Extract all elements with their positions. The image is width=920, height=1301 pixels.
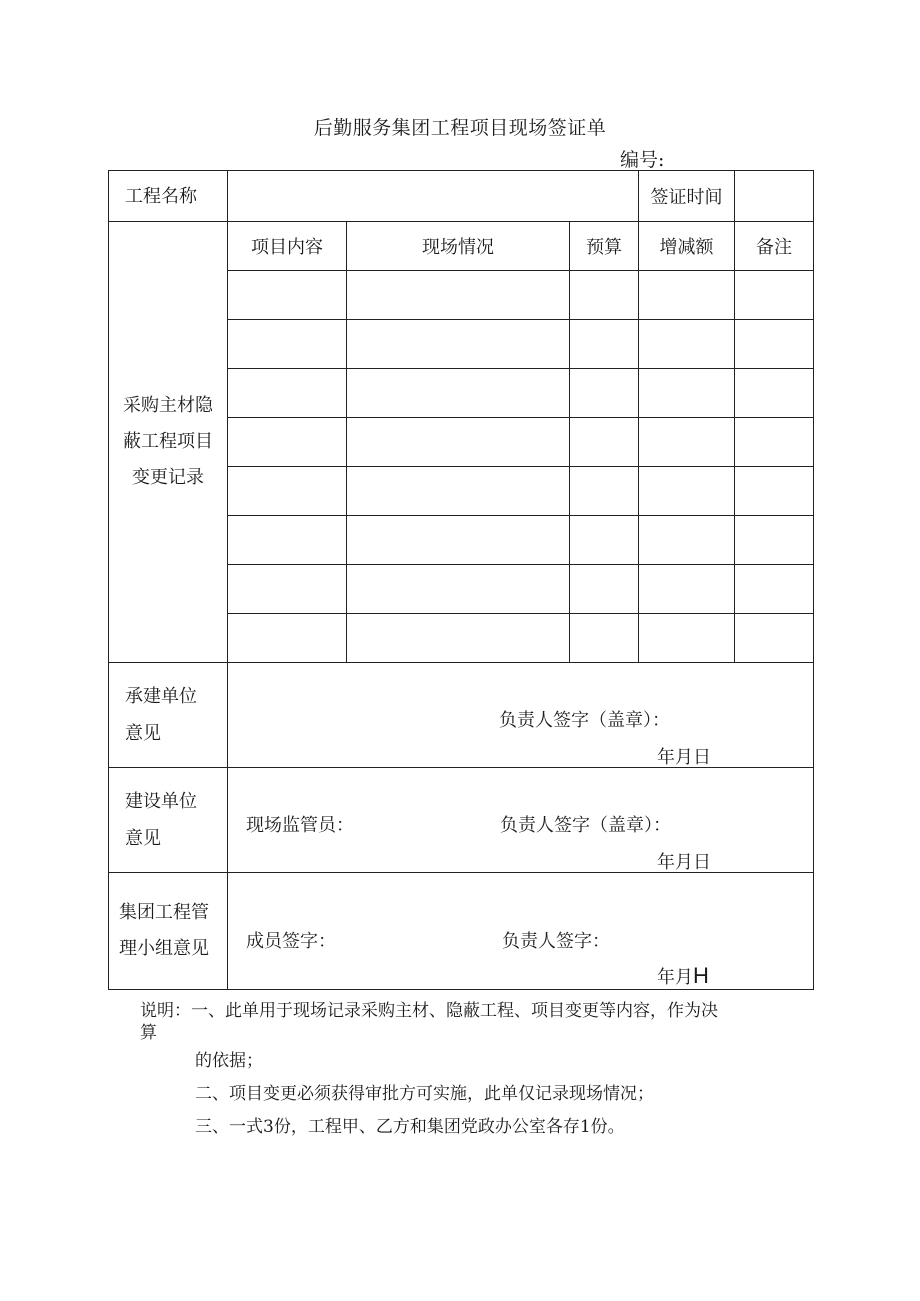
record-cell-item[interactable] <box>228 320 347 369</box>
record-cell-remark[interactable] <box>735 614 814 663</box>
record-cell-item[interactable] <box>228 369 347 418</box>
client-opinion-row <box>109 768 814 873</box>
record-cell-site[interactable] <box>347 614 570 663</box>
contractor-date-label: 年月日 <box>657 747 711 768</box>
record-cell-change[interactable] <box>639 418 735 467</box>
record-columns-row <box>109 222 814 271</box>
note-line-3: 二、项目变更必须获得审批方可实施，此单仅记录现场情况； <box>195 1084 654 1104</box>
supervisor-label: 现场监管员： <box>246 815 354 836</box>
client-signature-label: 负责人签字（盖章）： <box>500 815 671 836</box>
client-label-line2: 意见 <box>125 828 161 849</box>
contractor-opinion-field[interactable] <box>228 663 814 768</box>
record-cell-remark[interactable] <box>735 467 814 516</box>
record-cell-budget[interactable] <box>570 369 639 418</box>
serial-number-label: 编号: <box>620 149 665 171</box>
column-header-site: 现场情况 <box>347 222 570 271</box>
project-name-field[interactable] <box>228 171 639 222</box>
record-cell-item[interactable] <box>228 614 347 663</box>
record-cell-item[interactable] <box>228 565 347 614</box>
column-header-budget: 预算 <box>570 222 639 271</box>
record-cell-site[interactable] <box>347 369 570 418</box>
contractor-signature-label: 负责人签字（盖章）： <box>499 710 670 731</box>
project-header-row <box>109 171 814 222</box>
record-cell-site[interactable] <box>347 271 570 320</box>
record-cell-site[interactable] <box>347 565 570 614</box>
client-opinion-field[interactable] <box>228 768 814 873</box>
record-cell-change[interactable] <box>639 369 735 418</box>
record-cell-site[interactable] <box>347 320 570 369</box>
record-cell-budget[interactable] <box>570 614 639 663</box>
project-name-label: 工程名称 <box>109 171 228 222</box>
client-date-label: 年月日 <box>657 852 711 873</box>
contractor-opinion-row <box>109 663 814 768</box>
group-label-line1: 集团工程管 <box>119 902 209 923</box>
group-opinion-row <box>109 873 814 990</box>
record-cell-budget[interactable] <box>570 565 639 614</box>
record-cell-budget[interactable] <box>570 320 639 369</box>
record-cell-budget[interactable] <box>570 271 639 320</box>
note-line-2: 的依据； <box>195 1051 263 1071</box>
record-section-label: 采购主材隐蔽工程项目变更记录 <box>109 222 228 663</box>
sign-time-field[interactable] <box>735 171 814 222</box>
record-cell-remark[interactable] <box>735 418 814 467</box>
group-date-suffix: H <box>693 963 709 988</box>
record-cell-item[interactable] <box>228 516 347 565</box>
note-line-1: 说明：一、此单用于现场记录采购主材、隐蔽工程、项目变更等内容，作为决 <box>140 1001 718 1021</box>
record-cell-budget[interactable] <box>570 516 639 565</box>
record-cell-budget[interactable] <box>570 467 639 516</box>
client-opinion-label <box>109 768 228 873</box>
column-header-change: 增减额 <box>639 222 735 271</box>
record-cell-site[interactable] <box>347 418 570 467</box>
record-cell-remark[interactable] <box>735 320 814 369</box>
column-header-remark: 备注 <box>735 222 814 271</box>
record-cell-change[interactable] <box>639 614 735 663</box>
record-cell-site[interactable] <box>347 516 570 565</box>
site-visa-form-table <box>108 170 814 990</box>
record-cell-remark[interactable] <box>735 565 814 614</box>
group-date-text: 年月 <box>657 967 693 988</box>
contractor-label-line2: 意见 <box>125 723 161 744</box>
contractor-opinion-label <box>109 663 228 768</box>
group-opinion-field[interactable] <box>228 873 814 990</box>
group-opinion-label <box>109 873 228 990</box>
record-cell-budget[interactable] <box>570 418 639 467</box>
record-cell-item[interactable] <box>228 271 347 320</box>
record-cell-remark[interactable] <box>735 516 814 565</box>
record-cell-change[interactable] <box>639 516 735 565</box>
contractor-label-line1: 承建单位 <box>125 686 197 707</box>
column-header-item: 项目内容 <box>228 222 347 271</box>
form-title: 后勤服务集团工程项目现场签证单 <box>313 117 607 139</box>
record-cell-change[interactable] <box>639 320 735 369</box>
sign-time-label: 签证时间 <box>639 171 735 222</box>
group-date-label <box>657 963 709 989</box>
client-label-line1: 建设单位 <box>125 791 197 812</box>
note-line-1-wrap: 算 <box>140 1023 157 1043</box>
record-cell-site[interactable] <box>347 467 570 516</box>
record-cell-item[interactable] <box>228 418 347 467</box>
group-signature-label: 负责人签字： <box>502 931 610 952</box>
record-cell-change[interactable] <box>639 271 735 320</box>
members-signature-label: 成员签字： <box>246 931 336 952</box>
record-cell-item[interactable] <box>228 467 347 516</box>
record-cell-change[interactable] <box>639 565 735 614</box>
record-cell-remark[interactable] <box>735 369 814 418</box>
record-cell-remark[interactable] <box>735 271 814 320</box>
group-label-line2: 理小组意见 <box>119 938 209 959</box>
record-cell-change[interactable] <box>639 467 735 516</box>
note-line-4: 三、一式3份，工程甲、乙方和集团党政办公室各存1份。 <box>195 1117 625 1137</box>
